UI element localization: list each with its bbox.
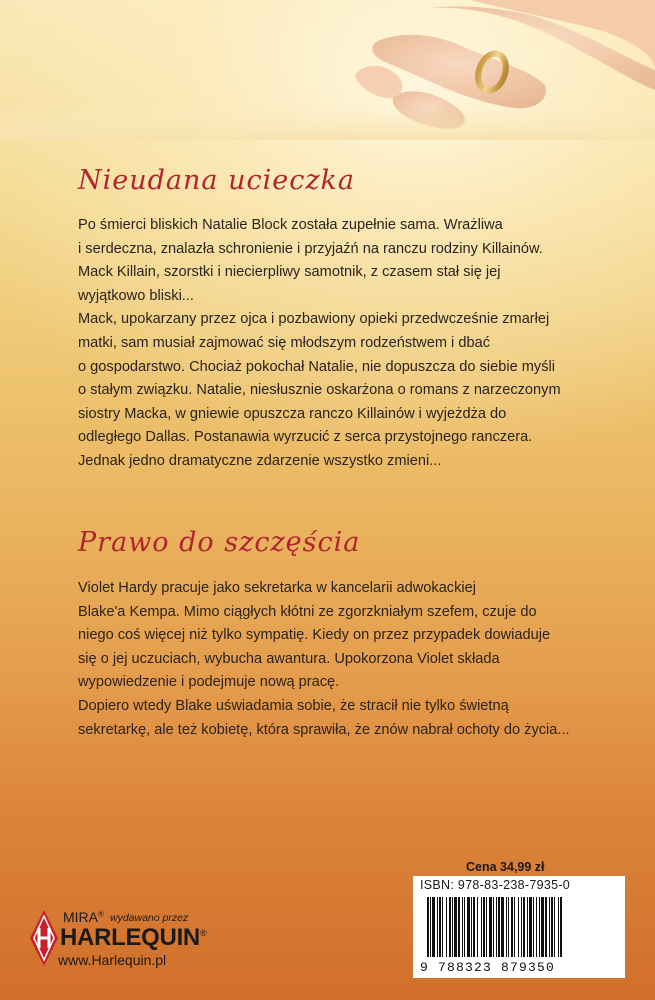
barcode-bar: [521, 897, 522, 957]
barcode-bar: [493, 897, 494, 957]
barcode-bar: [511, 897, 513, 957]
book2-line: Violet Hardy pracuje jako sekretarka w kancelarii adwokackiej: [78, 580, 477, 596]
book1-line: i serdeczna, znalazła schronienie i przyjaźń na ranczu rodziny Killainów.: [78, 240, 543, 257]
barcode-bar: [506, 897, 507, 957]
cover-photo-hands: [0, 0, 655, 140]
barcode-bar: [442, 897, 443, 957]
book1-line: Mack, upokarzany przez ojca i pozbawiony opieki przedwcześnie zmarłej: [78, 311, 550, 328]
book1-line: o stałym związku. Natalie, niesłusznie oskarżona o romans z narzeczonym: [78, 382, 561, 399]
book1-description: [78, 214, 588, 474]
barcode-bar: [437, 897, 438, 957]
barcode-bar: [551, 897, 553, 957]
barcode-bar: [539, 897, 540, 957]
book2-title: Prawo do szczęścia: [78, 527, 361, 558]
barcode-bar: [523, 897, 525, 957]
book2-line: Dopiero wtedy Blake uświadamia sobie, że stracił nie tylko świetną: [78, 697, 509, 714]
barcode-bar: [541, 897, 544, 957]
barcode-bar: [489, 897, 492, 957]
barcode-bar: [527, 897, 528, 957]
publisher-url: www.Harlequin.pl: [58, 952, 167, 968]
book1-line: odległego Dallas. Postanawia wyrzucić z serca przystojnego ranczera.: [78, 429, 533, 446]
barcode-bar: [432, 897, 435, 957]
book1-line: Jednak jedno dramatyczne zdarzenie wszystko zmieni...: [78, 452, 442, 469]
barcode-bar: [518, 897, 519, 957]
book1-line: Po śmierci bliskich Natalie Block została zupełnie sama. Wrażliwa: [78, 217, 503, 233]
price-label: Cena 34,99 zł: [466, 860, 545, 874]
barcode-bar: [508, 897, 509, 957]
book1-line: o gospodarstwo. Chociaż pokochał Natalie, nie dopuszcza do siebie myśli: [78, 358, 555, 375]
book2-line: Blake'a Kempa. Mimo ciągłych kłótni ze zgorzkniałym szefem, czuje do: [78, 603, 537, 620]
barcode-bar: [477, 897, 478, 957]
barcode-bar: [464, 897, 465, 957]
barcode-bar: [536, 897, 537, 957]
mira-imprint: MIRA®: [63, 909, 104, 925]
harlequin-brand: HARLEQUIN®: [60, 924, 207, 951]
barcode: [425, 897, 620, 959]
book2-line: sekretarkę, ale też kobietę, która sprawiła, że znów nabrał ochoty do życia...: [78, 721, 570, 738]
book1-line: Mack Killain, szorstki i niecierpliwy samotnik, z czasem stał się jej: [78, 264, 501, 281]
harlequin-diamond-icon: [30, 910, 58, 971]
barcode-bar: [554, 897, 555, 957]
book1-line: wyjątkowo bliski...: [78, 287, 194, 304]
barcode-bar: [449, 897, 451, 957]
barcode-bar: [481, 897, 482, 957]
barcode-bar: [427, 897, 429, 957]
book2-line: niego coś więcej niż tylko sympatię. Kiedy on przez przypadek dowiaduje: [78, 627, 551, 644]
barcode-bar: [498, 897, 500, 957]
barcode-bar: [473, 897, 475, 957]
book2-line: wypowiedzenie i podejmuje nową pracę.: [78, 674, 340, 691]
book2-line: się o jej uczuciach, wybucha awantura. Upokorzona Violet składa: [78, 650, 500, 667]
published-by-label: wydawano przez: [110, 912, 189, 924]
barcode-bar: [501, 897, 504, 957]
barcode-bar: [514, 897, 515, 957]
book1-title: Nieudana ucieczka: [78, 165, 356, 196]
barcode-bar: [529, 897, 532, 957]
barcode-bar: [452, 897, 453, 957]
book1-line: siostry Macka, w gniewie opuszcza ranczo Killainów i wyjeżdża do: [78, 405, 507, 422]
barcode-number: 9 788323 879350: [420, 960, 556, 975]
barcode-bar: [486, 897, 487, 957]
barcode-bar: [471, 897, 472, 957]
barcode-bar: [458, 897, 460, 957]
barcode-bar: [467, 897, 470, 957]
barcode-bar: [454, 897, 457, 957]
barcode-bar: [545, 897, 547, 957]
barcode-bar: [533, 897, 534, 957]
barcode-bar: [496, 897, 497, 957]
barcode-bar: [462, 897, 463, 957]
barcode-bar: [439, 897, 441, 957]
book2-description: [78, 577, 588, 742]
book1-line: matki, sam musiał zajmować się młodszym rodzeństwem i dbać: [78, 334, 490, 351]
isbn-label: ISBN: 978-83-238-7935-0: [420, 878, 571, 892]
barcode-bar: [560, 897, 562, 957]
barcode-bar: [558, 897, 559, 957]
barcode-bar: [446, 897, 447, 957]
barcode-bar: [549, 897, 550, 957]
barcode-bar: [430, 897, 431, 957]
barcode-bar: [483, 897, 485, 957]
